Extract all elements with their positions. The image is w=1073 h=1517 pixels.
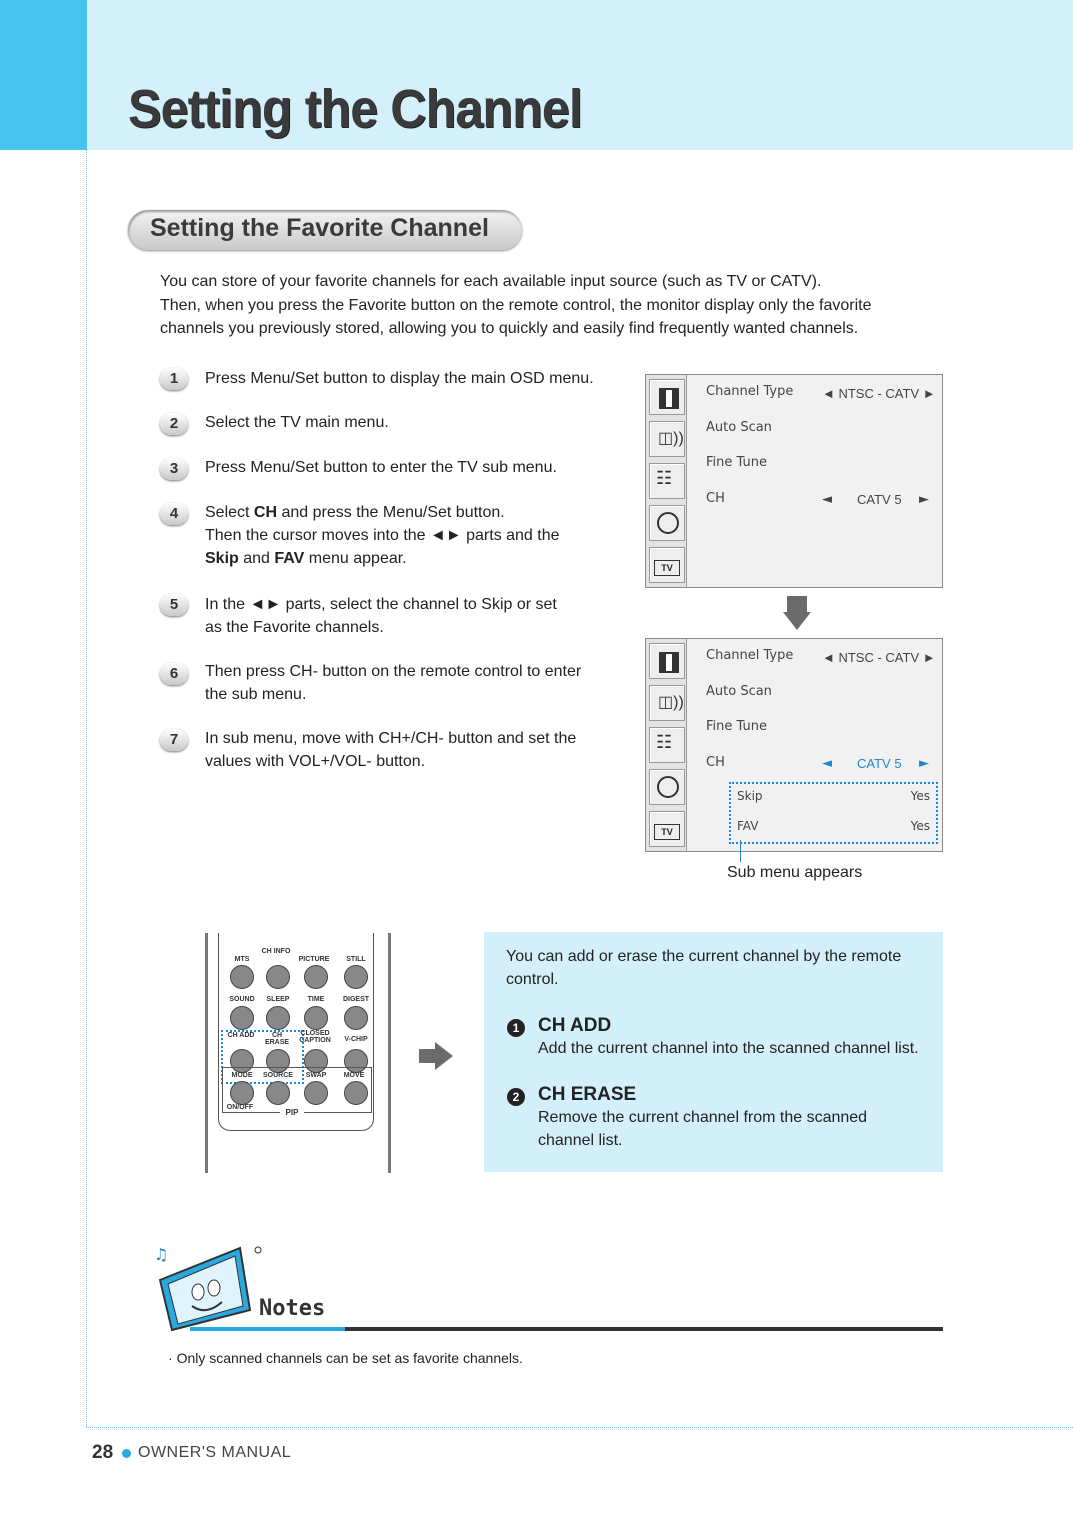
remote-mts-button bbox=[230, 965, 254, 989]
step-text: Press Menu/Set button to enter the TV sub menu. bbox=[205, 459, 557, 476]
arrow-down-icon bbox=[783, 612, 811, 630]
arrow-right-stem bbox=[419, 1049, 435, 1063]
osd-item-ch: CH bbox=[706, 755, 725, 770]
footer-dot-icon bbox=[122, 1449, 131, 1458]
remote-illustration bbox=[205, 933, 391, 1173]
step-text: Press Menu/Set button to display the main OSD menu. bbox=[205, 370, 594, 387]
clock-icon bbox=[649, 769, 685, 805]
step-text: Select the TV main menu. bbox=[205, 414, 389, 431]
step-text bbox=[205, 660, 605, 706]
info-item-title: CH ERASE bbox=[538, 1084, 637, 1105]
tv-icon-text: TV bbox=[654, 560, 680, 576]
step-text bbox=[205, 727, 605, 773]
step-text-part: Select bbox=[205, 504, 254, 521]
margin-guide-vertical bbox=[86, 150, 87, 1427]
clock-icon bbox=[649, 505, 685, 541]
remote-label: PICTURE bbox=[298, 956, 330, 963]
tools-icon: ☷ bbox=[649, 727, 685, 763]
remote-still-button bbox=[344, 965, 368, 989]
osd-item-channel-type: Channel Type bbox=[706, 384, 794, 399]
remote-label: MTS bbox=[234, 956, 250, 963]
remote-mode-button bbox=[230, 1081, 254, 1105]
step-text-line: Then the cursor moves into the ◄► parts and the bbox=[205, 527, 560, 544]
remote-label: CH INFO bbox=[261, 948, 291, 955]
remote-label: CH ADD bbox=[227, 1032, 255, 1039]
osd-item-fine-tune: Fine Tune bbox=[706, 455, 767, 470]
osd-sidebar bbox=[646, 375, 687, 587]
osd-item-ch: CH bbox=[706, 491, 725, 506]
osd-channel-type-value: ◄ NTSC - CATV ► bbox=[822, 386, 936, 401]
remote-source-button bbox=[266, 1081, 290, 1105]
footer-label: OWNER'S MANUAL bbox=[138, 1444, 292, 1461]
osd-item-channel-type: Channel Type bbox=[706, 648, 794, 663]
remote-swap-button bbox=[304, 1081, 328, 1105]
picture-icon bbox=[649, 643, 685, 679]
step-text-line: In sub menu, move with CH+/CH- button and set the bbox=[205, 730, 577, 747]
arrow-down-stem bbox=[787, 596, 807, 612]
arrow-right-icon bbox=[435, 1042, 453, 1070]
submenu-skip-label: Skip bbox=[737, 789, 763, 803]
page-title: Setting the Channel bbox=[128, 79, 582, 139]
tools-icon: ☷ bbox=[649, 463, 685, 499]
step-text-bold: Skip bbox=[205, 550, 239, 567]
remote-picture-button bbox=[304, 965, 328, 989]
osd-ch-value: CATV 5 bbox=[857, 492, 902, 507]
step-number: 7 bbox=[160, 729, 188, 751]
notes-item-text: Only scanned channels can be set as favorite channels. bbox=[176, 1350, 523, 1366]
tv-icon bbox=[649, 811, 685, 847]
step-text-part: and bbox=[238, 550, 275, 567]
notes-item bbox=[168, 1350, 523, 1366]
remote-label: CH ERASE bbox=[264, 1032, 290, 1046]
remote-label: CLOSED CAPTION bbox=[299, 1030, 331, 1044]
notes-mascot-icon bbox=[150, 1240, 270, 1335]
caption-leader-line bbox=[740, 840, 741, 862]
osd-menu-main bbox=[645, 374, 943, 588]
sound-icon: ◫)) bbox=[649, 421, 685, 457]
step-number: 1 bbox=[160, 368, 188, 390]
info-item-text: Remove the current channel from the scanned bbox=[538, 1109, 868, 1126]
intro-paragraph bbox=[160, 270, 920, 341]
remote-ch-info-button bbox=[266, 965, 290, 989]
step-text-line: In the ◄► parts, select the channel to Skip or set bbox=[205, 596, 557, 613]
tv-icon-text: TV bbox=[654, 824, 680, 840]
osd-ch-value: CATV 5 bbox=[857, 756, 902, 771]
osd-menu-submenu bbox=[645, 638, 943, 852]
remote-label: MODE bbox=[231, 1072, 253, 1079]
notes-heading: Notes bbox=[259, 1296, 326, 1321]
info-box bbox=[484, 932, 943, 1172]
osd-item-auto-scan: Auto Scan bbox=[706, 684, 772, 699]
step-text-line: as the Favorite channels. bbox=[205, 619, 384, 636]
notes-bullet-icon: · bbox=[168, 1350, 177, 1366]
remote-label: STILL bbox=[346, 956, 366, 963]
osd-ch-right-arrow: ► bbox=[919, 756, 929, 771]
margin-guide-horizontal bbox=[86, 1427, 1073, 1428]
osd-sidebar bbox=[646, 639, 687, 851]
step-text bbox=[205, 593, 605, 639]
intro-line: Then, when you press the Favorite button on the remote control, the monitor display only the favorite bbox=[160, 296, 872, 314]
osd-ch-right-arrow: ► bbox=[919, 492, 929, 507]
info-intro-line: control. bbox=[506, 971, 559, 988]
remote-digest-button bbox=[344, 1006, 368, 1030]
header-accent bbox=[0, 0, 87, 150]
notes-rule-accent bbox=[190, 1327, 345, 1331]
submenu-fav-label: FAV bbox=[737, 819, 759, 833]
remote-label: DIGEST bbox=[342, 996, 370, 1003]
step-number: 3 bbox=[160, 458, 188, 480]
picture-icon bbox=[649, 379, 685, 415]
section-title: Setting the Favorite Channel bbox=[150, 214, 489, 242]
info-item-text: channel list. bbox=[538, 1132, 623, 1149]
remote-label: SWAP bbox=[305, 1072, 327, 1079]
svg-text:♫: ♫ bbox=[154, 1245, 169, 1264]
remote-label: SLEEP bbox=[266, 996, 290, 1003]
step-text-part: menu appear. bbox=[304, 550, 407, 567]
step-text-line: values with VOL+/VOL- button. bbox=[205, 753, 426, 770]
remote-label: MOVE bbox=[343, 1072, 365, 1079]
osd-item-auto-scan: Auto Scan bbox=[706, 420, 772, 435]
osd-ch-left-arrow: ◄ bbox=[822, 756, 832, 771]
step-text-bold: FAV bbox=[274, 550, 305, 567]
step-text bbox=[205, 501, 605, 570]
step-text-bold: CH bbox=[253, 504, 278, 521]
sound-icon: ◫)) bbox=[649, 685, 685, 721]
remote-label: TIME bbox=[307, 996, 325, 1003]
info-intro-line: You can add or erase the current channel by the remote bbox=[506, 948, 902, 965]
step-text-line: Then press CH- button on the remote control to enter bbox=[205, 663, 582, 680]
page-number: 28 bbox=[92, 1442, 114, 1463]
remote-sound-button bbox=[230, 1006, 254, 1030]
remote-label: V-CHIP bbox=[344, 1036, 368, 1043]
submenu-box bbox=[729, 782, 938, 844]
remote-label: PIP bbox=[280, 1108, 304, 1117]
tv-icon bbox=[649, 547, 685, 583]
remote-label: SOUND bbox=[229, 996, 255, 1003]
info-item-text: Add the current channel into the scanned channel list. bbox=[538, 1040, 919, 1057]
step-text-line: the sub menu. bbox=[205, 686, 307, 703]
info-item-title: CH ADD bbox=[538, 1015, 612, 1036]
remote-move-button bbox=[344, 1081, 368, 1105]
step-number: 5 bbox=[160, 594, 188, 616]
remote-sleep-button bbox=[266, 1006, 290, 1030]
intro-line: You can store of your favorite channels for each available input source (such as TV or CATV). bbox=[160, 273, 822, 290]
remote-time-button bbox=[304, 1006, 328, 1030]
info-bullet-number: 2 bbox=[507, 1088, 525, 1106]
submenu-fav-value: Yes bbox=[910, 819, 930, 833]
step-number: 4 bbox=[160, 503, 188, 525]
osd-item-fine-tune: Fine Tune bbox=[706, 719, 767, 734]
step-text-part: and press the Menu/Set button. bbox=[277, 504, 505, 521]
intro-line: channels you previously stored, allowing you to quickly and easily find frequently wanted channels. bbox=[160, 320, 859, 337]
osd-channel-type-value: ◄ NTSC - CATV ► bbox=[822, 650, 936, 665]
step-number: 2 bbox=[160, 413, 188, 435]
remote-label: ON/OFF bbox=[226, 1104, 254, 1111]
info-bullet-number: 1 bbox=[507, 1019, 525, 1037]
remote-label: SOURCE bbox=[263, 1072, 293, 1079]
osd-caption: Sub menu appears bbox=[727, 864, 863, 881]
osd-ch-left-arrow: ◄ bbox=[822, 492, 832, 507]
submenu-skip-value: Yes bbox=[910, 789, 930, 803]
step-number: 6 bbox=[160, 663, 188, 685]
